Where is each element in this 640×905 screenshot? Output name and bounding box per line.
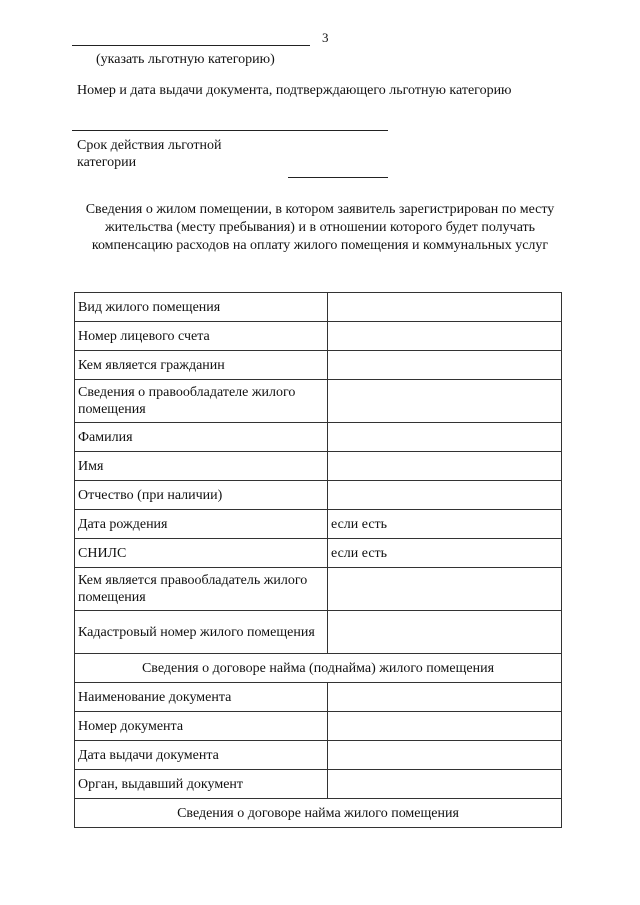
row-label: Кем является гражданин [75, 351, 328, 380]
table-row [75, 380, 562, 423]
row-label: Дата рождения [75, 510, 328, 539]
row-value-field[interactable] [328, 481, 562, 510]
table-row [75, 423, 562, 452]
row-value-field[interactable] [328, 293, 562, 322]
row-value-field[interactable] [328, 322, 562, 351]
table-row [75, 611, 562, 654]
document-number-label: Номер и дата выдачи документа, подтверждающего льготную категорию [77, 83, 512, 98]
validity-label-line1: Срок действия льготной [77, 138, 222, 153]
row-value-field[interactable] [328, 611, 562, 654]
row-value-field[interactable] [328, 351, 562, 380]
table-row [75, 539, 562, 568]
lease-subheading: Сведения о договоре найма (поднайма) жилого помещения [75, 654, 562, 683]
table-row [75, 510, 562, 539]
row-label: Вид жилого помещения [75, 293, 328, 322]
table-subheading-row [75, 654, 562, 683]
row-label: Номер лицевого счета [75, 322, 328, 351]
row-label: Наименование документа [75, 683, 328, 712]
validity-label-line2: категории [77, 155, 137, 170]
category-hint: (указать льготную категорию) [96, 52, 275, 67]
category-fill-line [72, 45, 310, 46]
row-value-field[interactable] [328, 423, 562, 452]
row-label: СНИЛС [75, 539, 328, 568]
row-label: Фамилия [75, 423, 328, 452]
section-heading: Сведения о жилом помещении, в котором заявитель зарегистрирован по месту жительства (месту пребывания) и в отношении которого будет получать компенсацию расходов на оплату жилого помещения и коммунальных услуг [85, 202, 555, 253]
table-row [75, 481, 562, 510]
row-value-field[interactable] [328, 568, 562, 611]
row-label: Отчество (при наличии) [75, 481, 328, 510]
table-row [75, 568, 562, 611]
table-row [75, 770, 562, 799]
table-row [75, 351, 562, 380]
row-label: Сведения о правообладателе жилого помещения [75, 380, 328, 423]
row-value-field[interactable] [328, 683, 562, 712]
validity-fill-line [288, 177, 388, 178]
table-row [75, 683, 562, 712]
validity-label [77, 137, 222, 171]
row-label: Дата выдачи документа [75, 741, 328, 770]
row-label: Номер документа [75, 712, 328, 741]
row-value-field[interactable]: если есть [328, 510, 562, 539]
row-value-field[interactable] [328, 741, 562, 770]
row-value-field[interactable] [328, 452, 562, 481]
document-number-fill-line [72, 130, 388, 131]
rent-subheading: Сведения о договоре найма жилого помещения [75, 799, 562, 828]
row-label: Имя [75, 452, 328, 481]
row-label: Кадастровый номер жилого помещения [75, 611, 328, 654]
row-label: Кем является правообладатель жилого помещения [75, 568, 328, 611]
row-value-field[interactable]: если есть [328, 539, 562, 568]
table-row [75, 293, 562, 322]
page-number: 3 [322, 30, 329, 45]
table-subheading-row [75, 799, 562, 828]
row-value-field[interactable] [328, 380, 562, 423]
housing-info-table [74, 292, 562, 828]
row-value-field[interactable] [328, 712, 562, 741]
table-row [75, 452, 562, 481]
table-row [75, 322, 562, 351]
row-label: Орган, выдавший документ [75, 770, 328, 799]
table-row [75, 712, 562, 741]
row-value-field[interactable] [328, 770, 562, 799]
table-row [75, 741, 562, 770]
